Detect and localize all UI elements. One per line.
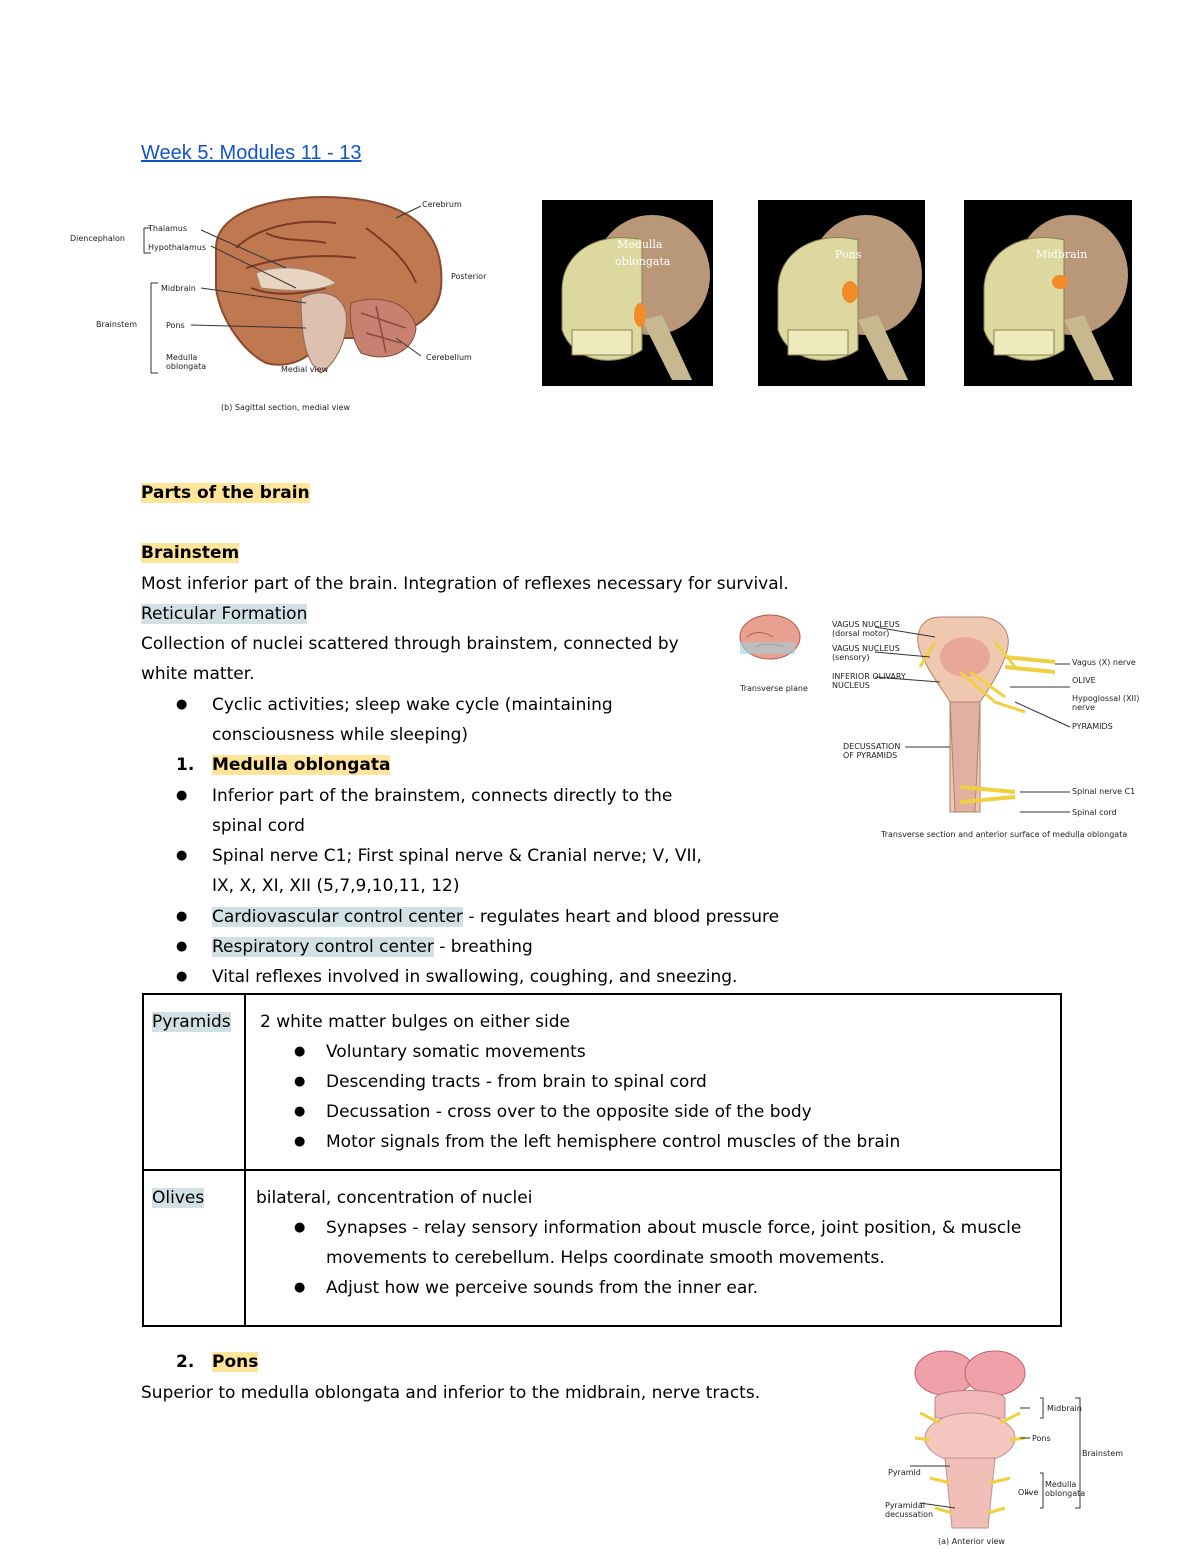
label-cerebrum: Cerebrum [422, 200, 462, 209]
label-thalamus: Thalamus [148, 224, 188, 233]
parts-heading-text: Parts of the brain [141, 483, 310, 503]
list-item [256, 1097, 1050, 1127]
sagittal-brain-illustration [66, 188, 496, 418]
medulla-heading-text: Medulla oblongata [212, 755, 391, 775]
bullet-dot: ● [176, 939, 188, 954]
label-spinal-nerve: Spinal nerve C1 [1072, 787, 1136, 796]
list-item [256, 1213, 1050, 1273]
label-decussation: DECUSSATION OF PYRAMIDS [843, 742, 901, 760]
skull-label-midbrain: Midbrain [1036, 248, 1088, 261]
pons-heading [212, 1347, 258, 1377]
brainstem-heading-text: Brainstem [141, 543, 240, 563]
resp-label: Respiratory control center [212, 937, 434, 957]
bullet-dot: ● [176, 909, 188, 924]
pyramids-bullet-1: Voluntary somatic movements [326, 1042, 586, 1062]
label-midbrain-anterior: Midbrain [1047, 1404, 1082, 1413]
bullet-dot: ● [294, 1280, 306, 1295]
reticular-heading-text: Reticular Formation [141, 604, 308, 624]
skull-label-medulla-2: oblongata [615, 255, 671, 268]
label-cerebellum: Cerebellum [426, 353, 472, 362]
skull-pons-illustration [758, 200, 925, 386]
bullet-dot: ● [176, 969, 188, 984]
olives-label: Olives [152, 1188, 205, 1208]
list-item [256, 1273, 1050, 1303]
skull-image-medulla [542, 200, 713, 386]
week-title-link[interactable]: Week 5: Modules 11 - 13 [141, 142, 362, 164]
skull-label-medulla-1: Medulla [617, 238, 663, 251]
label-brainstem-anterior: Brainstem [1082, 1449, 1123, 1458]
skull-image-pons [758, 200, 925, 386]
reticular-desc-line-1: Collection of nuclei scattered through brainstem, connected by [141, 634, 679, 654]
list-item [256, 1067, 1050, 1097]
reticular-bullet-line-2: consciousness while sleeping) [212, 725, 469, 745]
reticular-bullet-line-1: Cyclic activities; sleep wake cycle (maintaining [212, 695, 613, 715]
label-posterior: Posterior [451, 272, 487, 281]
figure-caption: (b) Sagittal section, medial view [221, 403, 351, 412]
pyramids-bullet-4: Motor signals from the left hemisphere control muscles of the brain [326, 1132, 901, 1152]
medulla-figure [735, 612, 1155, 844]
label-medulla-anterior: Medulla oblongata [1045, 1480, 1086, 1498]
cardio-label: Cardiovascular control center [212, 907, 463, 927]
table-cell-content [245, 994, 1061, 1170]
olives-bullet-1: Synapses - relay sensory information about muscle force, joint position, & muscle movements to cerebellum. Helps coordinate smooth movements. [326, 1218, 1022, 1268]
label-spinal-cord: Spinal cord [1072, 808, 1117, 817]
label-vagus-sensory: VAGUS NUCLEUS (sensory) [832, 644, 900, 662]
pons-desc: Superior to medulla oblongata and inferior to the midbrain, nerve tracts. [141, 1383, 761, 1403]
label-medial-view: Medial view [281, 365, 329, 374]
label-vagus-motor: VAGUS NUCLEUS (dorsal motor) [832, 620, 900, 638]
pons-num: 2. [176, 1352, 195, 1372]
label-pyramid: Pyramid [888, 1468, 921, 1477]
bullet-dot: ● [294, 1044, 306, 1059]
brainstem-structures-table [142, 993, 1062, 1327]
table-cell-label [143, 1170, 245, 1326]
label-inferior-olivary: INFERIOR OLIVARY NUCLEUS [832, 672, 906, 690]
cardio-desc: - regulates heart and blood pressure [462, 907, 780, 927]
bullet-dot: ● [294, 1074, 306, 1089]
parts-heading [141, 478, 310, 508]
label-diencephalon: Diencephalon [70, 234, 125, 243]
medulla-figure-caption: Transverse section and anterior surface of medulla oblongata [881, 830, 1128, 839]
label-vagus-nerve: Vagus (X) nerve [1072, 658, 1136, 667]
olives-intro: bilateral, concentration of nuclei [256, 1188, 533, 1208]
medulla-heading [212, 750, 390, 780]
label-transverse-plane: Transverse plane [740, 684, 808, 693]
olives-bullet-2: Adjust how we perceive sounds from the inner ear. [326, 1278, 759, 1298]
table-row [143, 1170, 1061, 1326]
pyramids-intro: 2 white matter bulges on either side [260, 1012, 570, 1032]
label-olive: OLIVE [1072, 676, 1096, 685]
bullet-dot: ● [294, 1220, 306, 1235]
skull-medulla-illustration [542, 200, 713, 386]
bullet-dot: ● [176, 697, 188, 712]
bullet-dot: ● [176, 788, 188, 803]
bullet-dot: ● [176, 848, 188, 863]
skull-midbrain-illustration [964, 200, 1132, 386]
resp-desc: - breathing [433, 937, 533, 957]
label-medulla: Medulla oblongata [166, 353, 207, 371]
pyramids-bullet-2: Descending tracts - from brain to spinal cord [326, 1072, 707, 1092]
bullet-dot: ● [294, 1104, 306, 1119]
label-pons-anterior: Pons [1032, 1434, 1051, 1443]
brainstem-desc: Most inferior part of the brain. Integration of reflexes necessary for survival. [141, 574, 789, 594]
skull-image-midbrain [964, 200, 1132, 386]
label-hypothalamus: Hypothalamus [148, 243, 206, 252]
pyramids-bullet-3: Decussation - cross over to the opposite side of the body [326, 1102, 812, 1122]
list-item [256, 1127, 1050, 1157]
medulla-num: 1. [176, 755, 195, 775]
label-olive-anterior: Olive [1018, 1488, 1039, 1497]
reticular-heading [141, 599, 307, 629]
label-midbrain: Midbrain [161, 284, 196, 293]
table-cell-content [245, 1170, 1061, 1326]
label-pyramidal-decussation: Pyramidal decussation [885, 1501, 934, 1519]
medulla-bullet-2-line-1: Spinal nerve C1; First spinal nerve & Cranial nerve; V, VII, [212, 846, 702, 866]
reticular-desc-line-2: white matter. [141, 664, 255, 684]
sagittal-brain-figure [66, 188, 496, 418]
label-brainstem: Brainstem [96, 320, 137, 329]
brainstem-heading [141, 538, 239, 568]
medulla-bullet-1-line-2: spinal cord [212, 816, 305, 836]
table-cell-label [143, 994, 245, 1170]
medulla-bullet-1-line-1: Inferior part of the brainstem, connects directly to the [212, 786, 673, 806]
pons-figure-caption: (a) Anterior view [938, 1537, 1005, 1546]
list-item [256, 1037, 1050, 1067]
pons-heading-text: Pons [212, 1352, 259, 1372]
vital-text: Vital reflexes involved in swallowing, coughing, and sneezing. [212, 967, 738, 987]
brainstem-anterior-figure [880, 1348, 1130, 1548]
skull-label-pons: Pons [835, 248, 862, 261]
bullet-dot: ● [294, 1134, 306, 1149]
medulla-bullet-2-line-2: IX, X, XI, XII (5,7,9,10,11, 12) [212, 876, 460, 896]
pyramids-label: Pyramids [152, 1012, 231, 1032]
table-row [143, 994, 1061, 1170]
label-hypoglossal: Hypoglossal (XII) nerve [1072, 694, 1140, 712]
label-pyramids: PYRAMIDS [1072, 722, 1113, 731]
label-pons: Pons [166, 321, 185, 330]
